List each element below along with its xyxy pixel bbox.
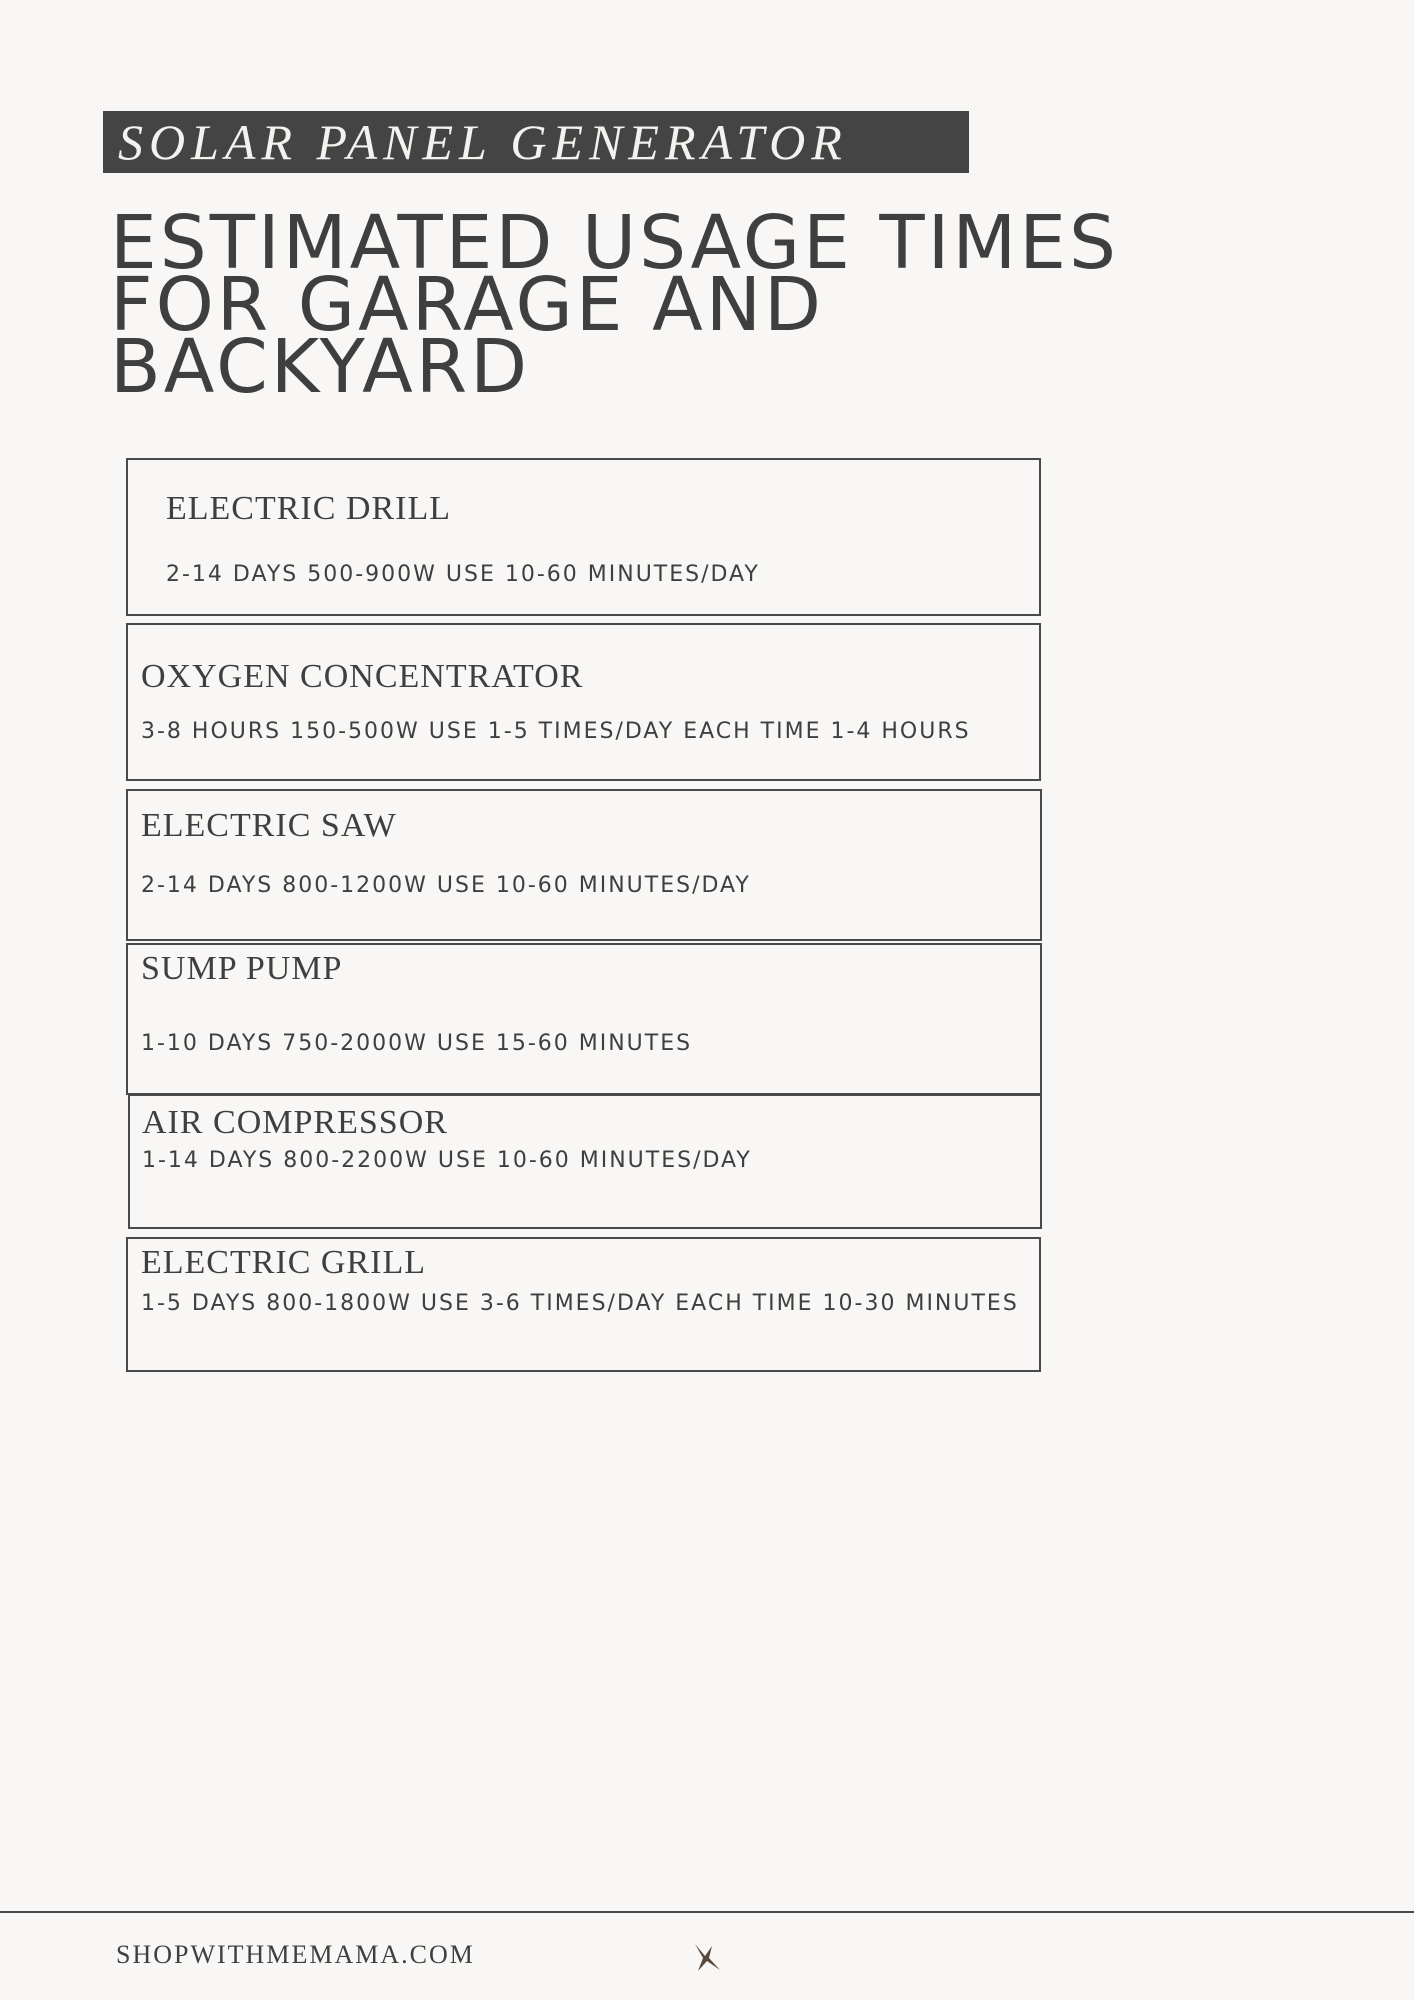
item-card-electric-drill bbox=[126, 458, 1041, 616]
item-card-electric-grill bbox=[126, 1237, 1041, 1372]
item-card-sump-pump bbox=[126, 943, 1042, 1095]
item-name: ELECTRIC DRILL bbox=[166, 490, 452, 527]
item-name: ELECTRIC GRILL bbox=[141, 1244, 427, 1281]
page-title bbox=[110, 200, 1260, 410]
item-card-electric-saw bbox=[126, 789, 1042, 941]
item-description: 1-10 DAYS 750-2000W USE 15-60 MINUTES bbox=[141, 1031, 693, 1056]
banner bbox=[103, 111, 969, 173]
item-name: OXYGEN CONCENTRATOR bbox=[141, 658, 584, 695]
item-card-air-compressor bbox=[128, 1094, 1042, 1229]
item-description: 2-14 DAYS 500-900W USE 10-60 MINUTES/DAY bbox=[166, 562, 760, 587]
banner-label: SOLAR PANEL GENERATOR bbox=[118, 114, 848, 170]
title-line: FOR GARAGE AND bbox=[110, 262, 825, 348]
item-card-oxygen-concentrator bbox=[126, 623, 1041, 781]
sparkle-star-icon bbox=[690, 1940, 724, 1974]
item-description: 1-5 DAYS 800-1800W USE 3-6 TIMES/DAY EACH TIME 10-30 MINUTES bbox=[141, 1291, 1019, 1316]
item-description: 1-14 DAYS 800-2200W USE 10-60 MINUTES/DAY bbox=[142, 1148, 752, 1173]
item-name: AIR COMPRESSOR bbox=[142, 1104, 448, 1141]
item-name: ELECTRIC SAW bbox=[141, 807, 397, 844]
footer-divider bbox=[0, 1911, 1414, 1913]
title-line: ESTIMATED USAGE TIMES bbox=[110, 200, 1119, 286]
item-description: 3-8 HOURS 150-500W USE 1-5 TIMES/DAY EACH TIME 1-4 HOURS bbox=[141, 719, 971, 744]
item-description: 2-14 DAYS 800-1200W USE 10-60 MINUTES/DAY bbox=[141, 873, 751, 898]
title-line: BACKYARD bbox=[110, 324, 531, 410]
item-name: SUMP PUMP bbox=[141, 950, 343, 987]
footer-site-link[interactable]: SHOPWITHMEMAMA.COM bbox=[116, 1940, 475, 1969]
